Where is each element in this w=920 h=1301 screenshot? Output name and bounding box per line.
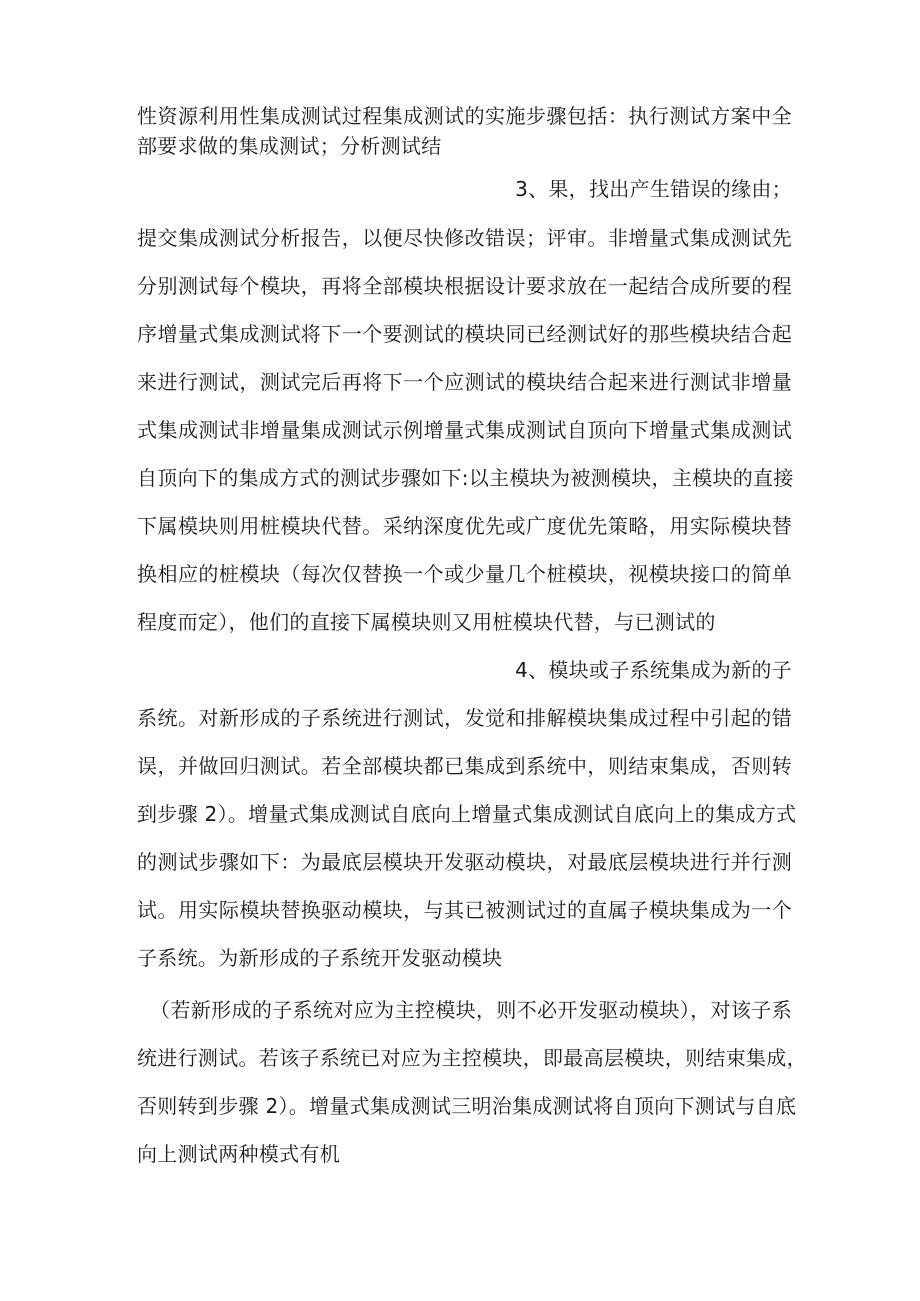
text-line-15: 误，并做回归测试。若全部模块都已集成到系统中，则结束集成，否则转 — [137, 754, 792, 778]
text-line-19: 子系统。为新形成的子系统开发驱动模块 — [137, 946, 503, 970]
text-line-23: 向上测试两种模式有机 — [137, 1142, 340, 1166]
text-line-12: 程度而定），他们的直接下属模块则又用桩模块代替，与已测试的 — [137, 610, 716, 634]
text-line-11: 换相应的桩模块（每次仅替换一个或少量几个桩模块，视模块接口的简单 — [137, 562, 792, 586]
text-line-8: 式集成测试非增量集成测试示例增量式集成测试自顶向下增量式集成测试 — [137, 418, 792, 442]
text-line-9: 自顶向下的集成方式的测试步骤如下:以主模块为被测模块，主模块的直接 — [137, 466, 794, 490]
text-line-7: 来进行测试，测试完后再将下一个应测试的模块结合起来进行测试非增量 — [137, 370, 792, 394]
text-line-6: 序增量式集成测试将下一个要测试的模块同已经测试好的那些模块结合起 — [137, 322, 792, 346]
text-line-13: 4、模块或子系统集成为新的子 — [515, 658, 792, 682]
text-line-14: 系统。对新形成的子系统进行测试，发觉和排解模块集成过程中引起的错 — [137, 706, 792, 730]
text-line-18: 试。用实际模块替换驱动模块，与其已被测试过的直属子模块集成为一个 — [137, 898, 792, 922]
text-line-1: 性资源利用性集成测试过程集成测试的实施步骤包括：执行测试方案中全 — [137, 104, 792, 128]
text-line-4: 提交集成测试分析报告，以便尽快修改错误；评审。非增量式集成测试先 — [137, 226, 792, 250]
text-line-20: （若新形成的子系统对应为主控模块，则不必开发驱动模块），对该子系 — [150, 998, 792, 1022]
text-line-10: 下属模块则用桩模块代替。采纳深度优先或广度优先策略，用实际模块替 — [137, 514, 792, 538]
text-line-22: 否则转到步骤 2）。增量式集成测试三明治集成测试将自顶向下测试与自底 — [137, 1094, 797, 1118]
text-line-16: 到步骤 2）。增量式集成测试自底向上增量式集成测试自底向上的集成方式 — [137, 802, 797, 826]
text-line-21: 统进行测试。若该子系统已对应为主控模块，即最高层模块，则结束集成， — [137, 1046, 807, 1070]
text-line-2: 部要求做的集成测试；分析测试结 — [137, 134, 442, 158]
text-line-17: 的测试步骤如下：为最底层模块开发驱动模块，对最底层模块进行并行测 — [137, 850, 792, 874]
text-line-3: 3、果，找出产生错误的缘由； — [515, 177, 792, 201]
text-line-5: 分别测试每个模块，再将全部模块根据设计要求放在一起结合成所要的程 — [137, 274, 792, 298]
